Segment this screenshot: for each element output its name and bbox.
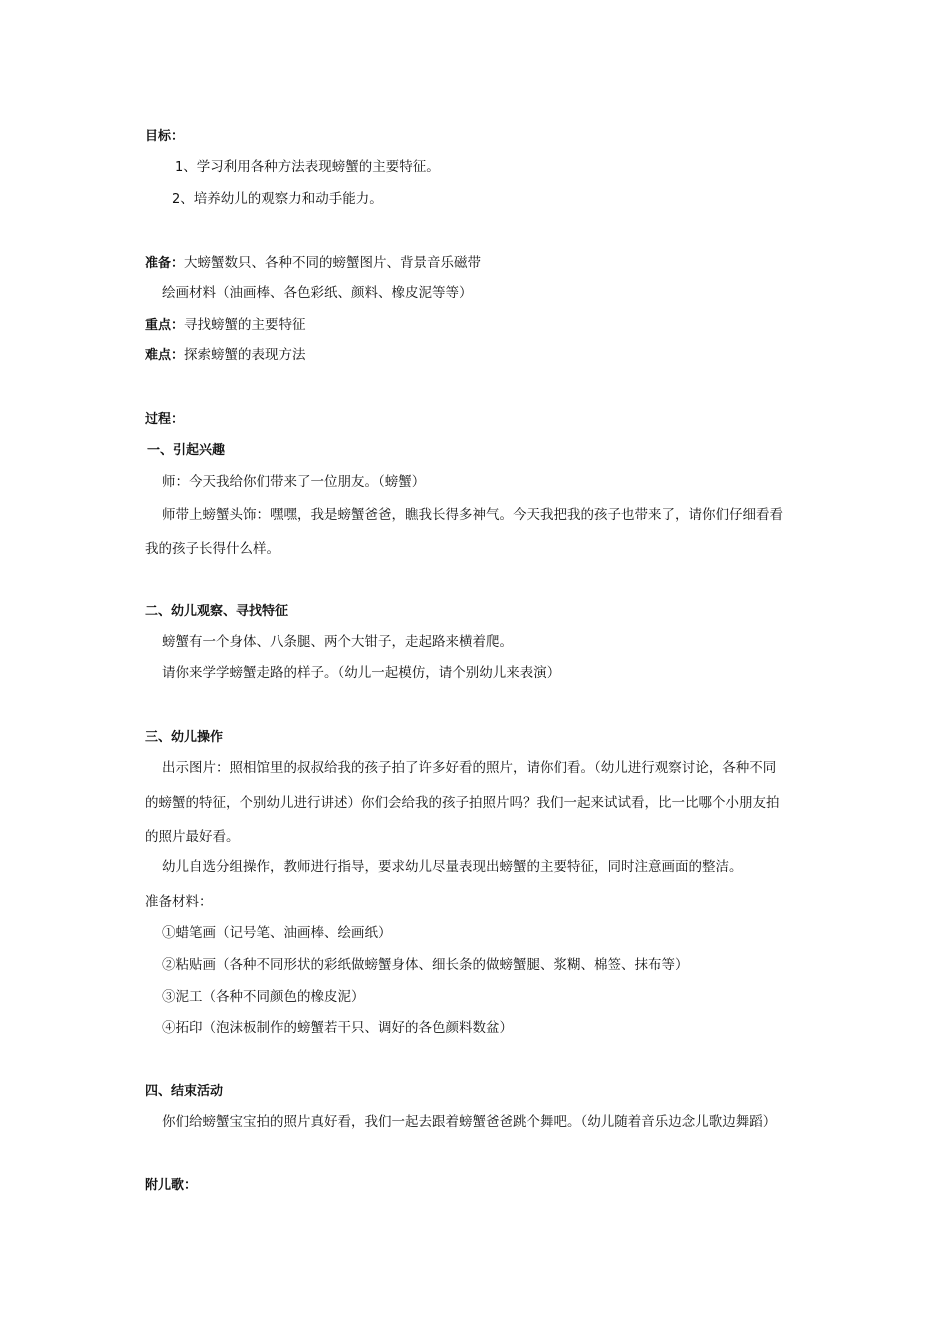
section-3-title: 三、幼儿操作 (145, 730, 224, 745)
material-item-1: ①蜡笔画（记号笔、油画棒、绘画纸） (162, 925, 392, 941)
section-1-paragraph-1: 师：今天我给你们带来了一位朋友。（螃蟹） (162, 474, 426, 490)
section-4-title: 四、结束活动 (145, 1084, 224, 1099)
goal-item-1 (175, 158, 440, 177)
section-2-title: 二、幼儿观察、寻找特征 (145, 604, 289, 619)
goal-item-1-text: 、学习利用各种方法表现螃蟹的主要特征。 (183, 159, 440, 175)
prep-line-1 (145, 254, 481, 273)
section-2-paragraph-2: 请你来学学螃蟹走路的样子。（幼儿一起模仿，请个别幼儿来表演） (162, 665, 561, 681)
section-3-paragraph-1-line-3: 的照片最好看。 (145, 829, 240, 845)
process-heading: 过程： (145, 412, 185, 427)
section-1-title: 一、引起兴趣 (147, 443, 226, 458)
goal-item-1-number: 1 (175, 160, 184, 175)
prep-text-1: 大螃蟹数只、各种不同的螃蟹图片、背景音乐磁带 (184, 255, 482, 271)
section-3-paragraph-1-line-1: 出示图片：照相馆里的叔叔给我的孩子拍了许多好看的照片，请你们看。（幼儿进行观察讨论，各种不同 (162, 760, 777, 776)
section-2-paragraph-1: 螃蟹有一个身体、八条腿、两个大钳子，走起路来横着爬。 (162, 634, 513, 650)
appendix-heading: 附儿歌： (145, 1178, 198, 1193)
material-item-3: ③泥工（各种不同颜色的橡皮泥） (162, 989, 365, 1005)
material-item-4: ④拓印（泡沫板制作的螃蟹若干只、调好的各色颜料数盆） (162, 1020, 513, 1036)
difficulty-label: 难点： (145, 348, 185, 363)
goal-item-2-text: 、培养幼儿的观察力和动手能力。 (180, 191, 383, 207)
difficulty-point (145, 346, 306, 365)
material-item-2: ②粘贴画（各种不同形状的彩纸做螃蟹身体、细长条的做螃蟹腿、浆糊、棉签、抹布等） (162, 957, 689, 973)
section-1-paragraph-2-line-2: 我的孩子长得什么样。 (145, 541, 280, 557)
section-4-paragraph-1: 你们给螃蟹宝宝拍的照片真好看，我们一起去跟着螃蟹爸爸跳个舞吧。（幼儿随着音乐边念儿歌边舞蹈） (162, 1114, 777, 1130)
goals-heading: 目标： (145, 129, 185, 144)
materials-label: 准备材料： (145, 894, 213, 910)
key-point-text: 寻找螃蟹的主要特征 (184, 317, 306, 333)
difficulty-text: 探索螃蟹的表现方法 (184, 347, 306, 363)
goal-item-2-number: 2 (172, 192, 181, 207)
section-3-paragraph-2: 幼儿自选分组操作，教师进行指导，要求幼儿尽量表现出螃蟹的主要特征，同时注意画面的整洁。 (162, 859, 743, 875)
section-3-paragraph-1-line-2: 的螃蟹的特征，个别幼儿进行讲述）你们会给我的孩子拍照片吗？我们一起来试试看，比一比哪个小朋友拍 (145, 795, 780, 811)
prep-label: 准备： (145, 256, 185, 271)
goal-item-2 (172, 190, 383, 209)
section-1-paragraph-2-line-1: 师带上螃蟹头饰：嘿嘿，我是螃蟹爸爸，瞧我长得多神气。今天我把我的孩子也带来了，请你们仔细看看 (162, 507, 783, 523)
prep-line-2: 绘画材料（油画棒、各色彩纸、颜料、橡皮泥等等） (162, 285, 473, 301)
key-point-label: 重点： (145, 318, 185, 333)
key-point (145, 316, 306, 335)
